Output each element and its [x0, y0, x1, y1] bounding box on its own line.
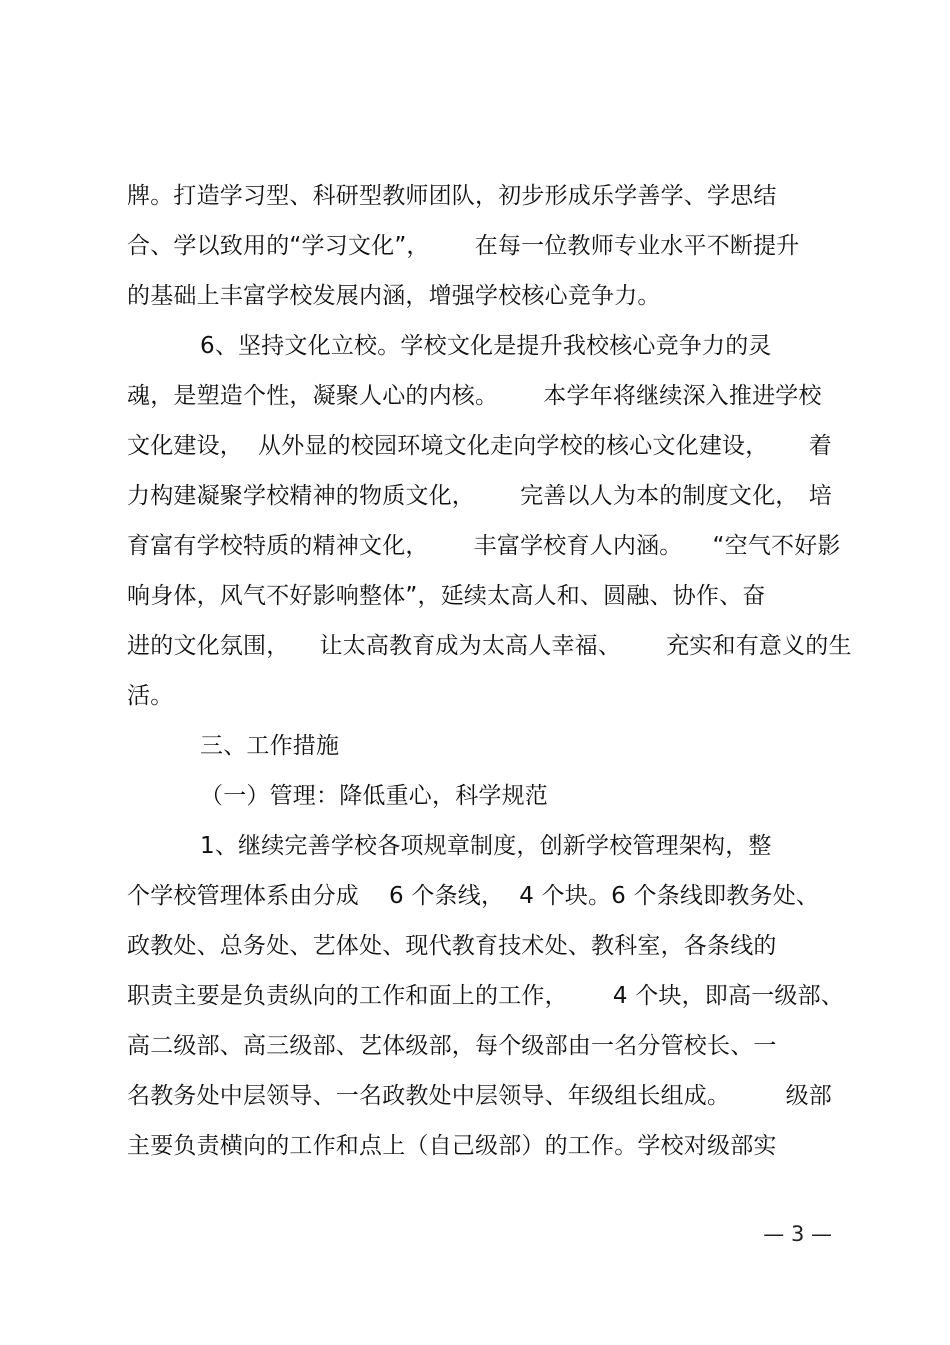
text-line: 名教务处中层领导、一名政教处中层领导、年级组长组成。 [127, 1083, 731, 1109]
text-line: 高二级部、高三级部、艺体级部，每个级部由一名分管校长、一 [127, 1033, 777, 1059]
subsection-heading: （一）管理：降低重心，科学规范 [200, 783, 548, 809]
text-line: 6、坚持文化立校。学校文化是提升我校核心竞争力的灵 [200, 333, 772, 359]
text-line-end: 培 [808, 483, 832, 509]
section-heading: 三、工作措施 [200, 733, 340, 759]
page-number: — 3 — [763, 1222, 832, 1246]
text-line: 育富有学校特质的精神文化， 丰富学校育人内涵。 “空气不好影 [127, 533, 841, 559]
text-line: 个学校管理体系由分成 6 个条线， 4 个块。6 个条线即教务处、 [127, 883, 820, 909]
text-line: 响身体，风气不好影响整体”，延续太高人和、圆融、协作、奋 [127, 583, 766, 609]
text-line: 文化建设， 从外显的校园环境文化走向学校的核心文化建设， [127, 433, 769, 459]
text-line: 魂，是塑造个性，凝聚人心的内核。 本学年将继续深入推进学校 [127, 383, 822, 409]
text-line: 政教处、总务处、艺体处、现代教育技术处、教科室，各条线的 [127, 933, 777, 959]
text-line: 职责主要是负责纵向的工作和面上的工作， 4 个块，即高一级部、 [127, 983, 845, 1009]
text-line-end: 级部 [785, 1083, 832, 1109]
text-line-end: 着 [808, 433, 832, 459]
text-line: 主要负责横向的工作和点上（自己级部）的工作。学校对级部实 [127, 1133, 777, 1159]
text-line: 1、继续完善学校各项规章制度，创新学校管理架构，整 [200, 833, 772, 859]
text-line: 的基础上丰富学校发展内涵，增强学校核心竞争力。 [127, 283, 661, 309]
text-line: 活。 [127, 683, 174, 709]
text-line: 合、学以致用的“学习文化”， 在每一位教师专业水平不断提升 [127, 233, 800, 259]
text-line: 力构建凝聚学校精神的物质文化， 完善以人为本的制度文化， [127, 483, 799, 509]
text-line: 进的文化氛围， 让太高教育成为太高人幸福、 充实和有意义的生 [127, 633, 852, 659]
text-line: 牌。打造学习型、科研型教师团队，初步形成乐学善学、学思结 [127, 183, 777, 209]
